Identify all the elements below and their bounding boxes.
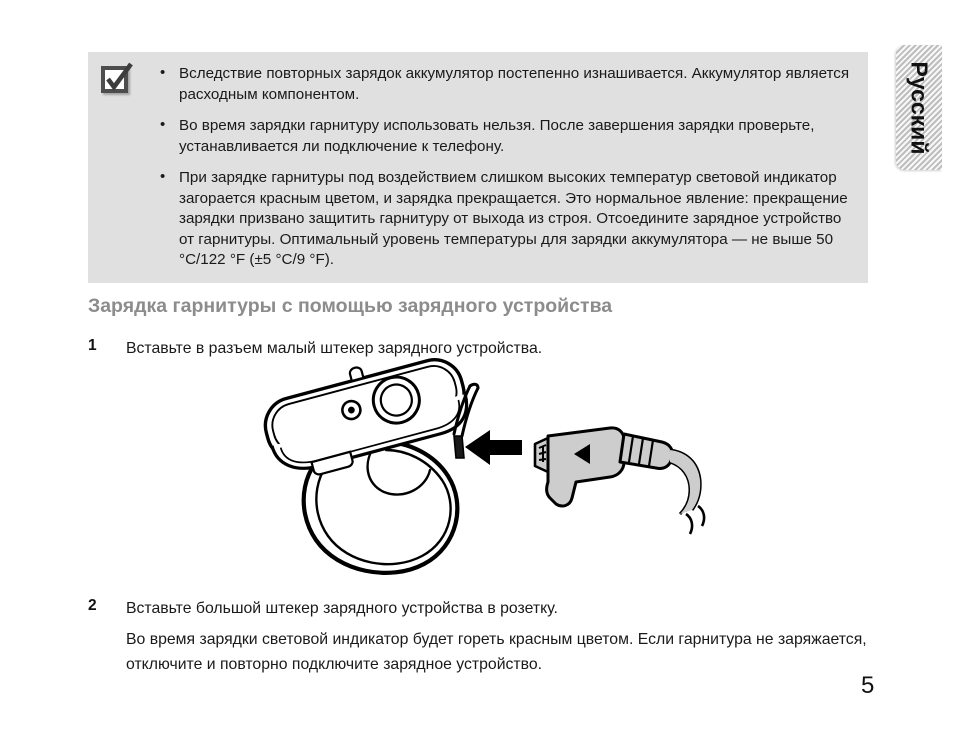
step-1 — [88, 337, 898, 360]
notice-bullet-item: • Вследствие повторных зарядок аккумулятор постепенно изнашивается. Аккумулятор является расходным компонентом. — [155, 64, 855, 105]
language-tab-label: Русский — [906, 61, 933, 154]
notice-bullet-item: • При зарядке гарнитуры под воздействием слишком высоких температур световой индикатор загорается красным цветом, и зарядка прекращается. Это нормальное явление: прекращение зарядки призвано защитить гарнитуру от выхода из строя. Отсоедините зарядное устройство от гарнитуры. Оптимальный уровень температуры для зарядки аккумулятора — не выше 50 °C/122 °F (±5 °C/9 °F). — [155, 168, 855, 271]
step-1-number: 1 — [88, 337, 97, 354]
notice-panel — [88, 52, 868, 283]
notice-bullet-item: • Во время зарядки гарнитуру использовать нельзя. После завершения зарядки проверьте, устанавливается ли подключение к телефону. — [155, 116, 855, 157]
step-2-text: Вставьте большой штекер зарядного устройства в розетку. — [126, 600, 558, 617]
insertion-arrow — [465, 430, 522, 465]
step-2-number: 2 — [88, 597, 97, 614]
headset-charger-connection-diagram — [258, 358, 708, 588]
checkmark-glyph — [101, 62, 136, 97]
section-heading: Зарядка гарнитуры с помощью зарядного устройства — [88, 295, 613, 317]
checkbox-checked-icon — [101, 66, 132, 97]
notice-bullet-list — [155, 64, 855, 282]
step-1-text: Вставьте в разъем малый штекер зарядного устройства. — [126, 340, 543, 357]
micro-usb-plug — [535, 428, 704, 534]
language-tab-russian — [896, 45, 942, 170]
step-2-note: Во время зарядки световой индикатор будет гореть красным цветом. Если гарнитура не заряжается, отключите и повторно подключите зарядное устройство. — [126, 631, 867, 673]
page-number: 5 — [861, 672, 875, 699]
step-2 — [88, 597, 898, 620]
